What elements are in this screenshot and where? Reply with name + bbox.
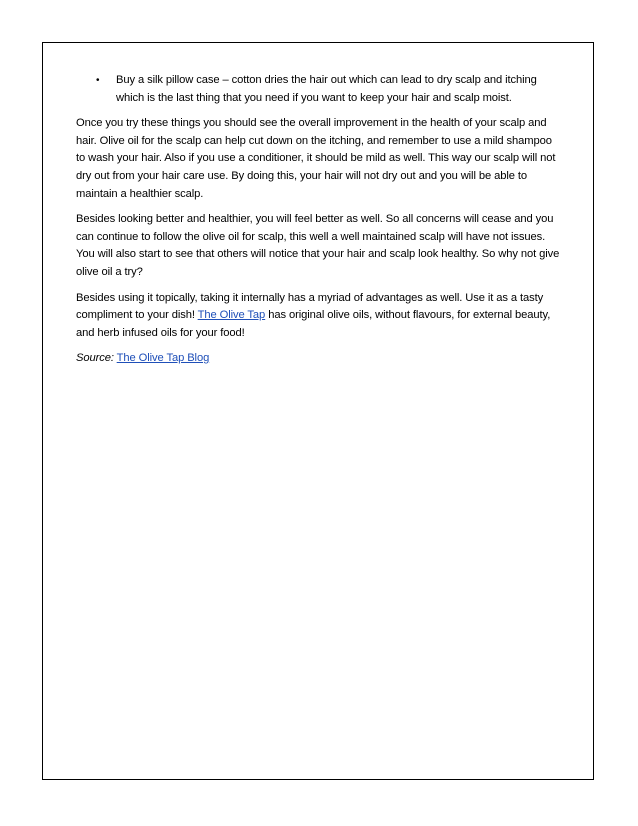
paragraph-text-after-link: has original olive oils, without flavours, for external beauty, and herb infused oils for your food!	[76, 309, 551, 339]
source-line	[76, 350, 562, 368]
bullet-list-item	[76, 72, 562, 107]
paragraph-internal-use	[76, 290, 562, 343]
source-label: Source:	[76, 352, 114, 365]
paragraph-text-before-link: Besides using it topically, taking it internally has a myriad of advantages as well. Use it as a tasty compliment to your dish!	[76, 291, 544, 322]
paragraph-benefits: Besides looking better and healthier, you will feel better as well. So all concerns will cease and you can continue to follow the olive oil for scalp, this well a well maintained scalp will have not issues. You will also start to see that others will notice that your hair and scalp look healthy. So why not give olive oil a try?	[76, 213, 560, 278]
olive-tap-link[interactable]: The Olive Tap	[197, 309, 266, 322]
document-body	[76, 72, 562, 376]
source-blog-link[interactable]: The Olive Tap Blog	[116, 352, 210, 365]
bullet-text: Buy a silk pillow case – cotton dries the hair out which can lead to dry scalp and itching which is the last thing that you need if you want to keep your hair and scalp moist.	[116, 74, 537, 104]
bullet-icon: •	[96, 75, 100, 86]
paragraph-improvement: Once you try these things you should see the overall improvement in the health of your scalp and hair. Olive oil for the scalp can help cut down on the itching, and remember to use a mild shampoo to wash your hair. Also if you use a conditioner, it should be mild as well. This way our scalp will not dry out from your hair care use. By doing this, your hair will not dry out and you will be able to maintain a healthier scalp.	[76, 117, 556, 200]
